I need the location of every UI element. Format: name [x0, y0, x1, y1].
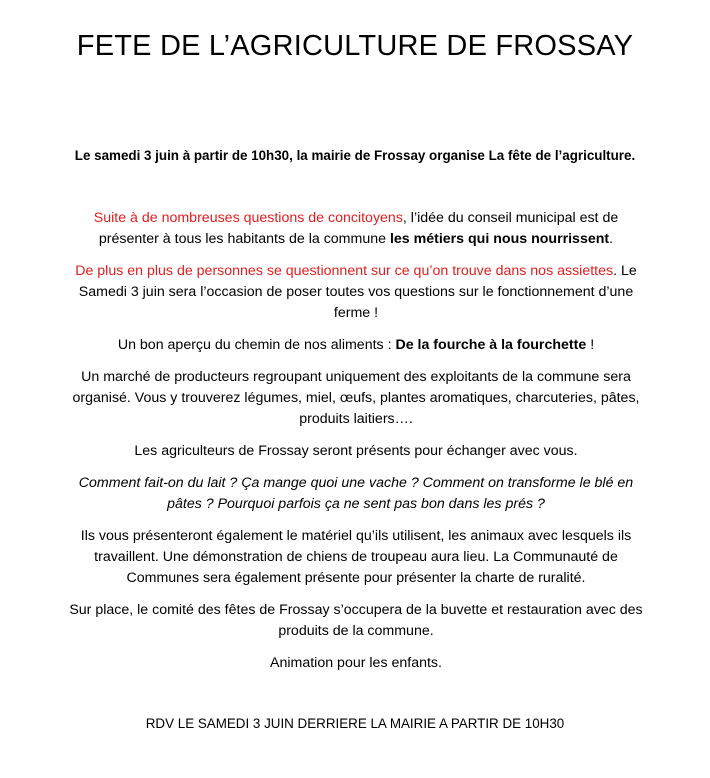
- highlight-assiettes: De plus en plus de personnes se questionnent sur ce qu’on trouve dans nos assiettes: [75, 263, 614, 279]
- page-title: FETE DE L’AGRICULTURE DE FROSSAY: [76, 30, 634, 62]
- paragraph-concitoyens: [64, 208, 648, 250]
- bold-metiers: les métiers qui nous nourrissent: [389, 231, 610, 247]
- highlight-concitoyens: Suite à de nombreuses questions de concitoyens: [93, 210, 403, 226]
- bold-fourche: De la fourche à la fourchette: [395, 337, 587, 353]
- paragraph-buvette: Sur place, le comité des fêtes de Frossay s’occupera de la buvette et restauration avec des produits de la commune.: [69, 602, 643, 639]
- document-body: [64, 208, 648, 685]
- intro-line: Le samedi 3 juin à partir de 10h30, la mairie de Frossay organise La fête de l’agriculture.: [74, 148, 636, 163]
- paragraph-agriculteurs: Les agriculteurs de Frossay seront présents pour échanger avec vous.: [134, 443, 578, 459]
- paragraph-apercu-text: Un bon aperçu du chemin de nos aliments :: [117, 337, 396, 353]
- paragraph-assiettes-text: . Le Samedi 3 juin sera l’occasion de poser toutes vos questions sur le fonctionnement d’une ferme !: [78, 263, 637, 321]
- paragraph-materiel: Ils vous présenteront également le matériel qu’ils utilisent, les animaux avec lesquels ils travaillent. Une démonstration de chiens de troupeau aura lieu. La Communauté de Communes sera également présente pour présenter la charte de ruralité.: [80, 528, 632, 586]
- paragraph-concitoyens-end: .: [609, 231, 614, 247]
- rdv-line: RDV LE SAMEDI 3 JUIN DERRIERE LA MAIRIE A PARTIR DE 10H30: [145, 716, 565, 731]
- paragraph-animation: Animation pour les enfants.: [270, 655, 442, 671]
- paragraph-apercu-end: !: [586, 337, 595, 353]
- paragraph-marche: Un marché de producteurs regroupant uniquement des exploitants de la commune sera organisé. Vous y trouverez légumes, miel, œufs, plantes aromatiques, charcuteries, pâtes, produits laitiers….: [72, 369, 640, 427]
- paragraph-apercu: [64, 335, 648, 356]
- paragraph-assiettes: [64, 261, 648, 324]
- paragraph-concitoyens-text: , l’idée du conseil municipal est de présenter à tous les habitants de la commune: [98, 210, 619, 247]
- paragraph-questions: Comment fait-on du lait ? Ça mange quoi une vache ? Comment on transforme le blé en pâtes ? Pourquoi parfois ça ne sent pas bon dans les prés ?: [78, 475, 634, 512]
